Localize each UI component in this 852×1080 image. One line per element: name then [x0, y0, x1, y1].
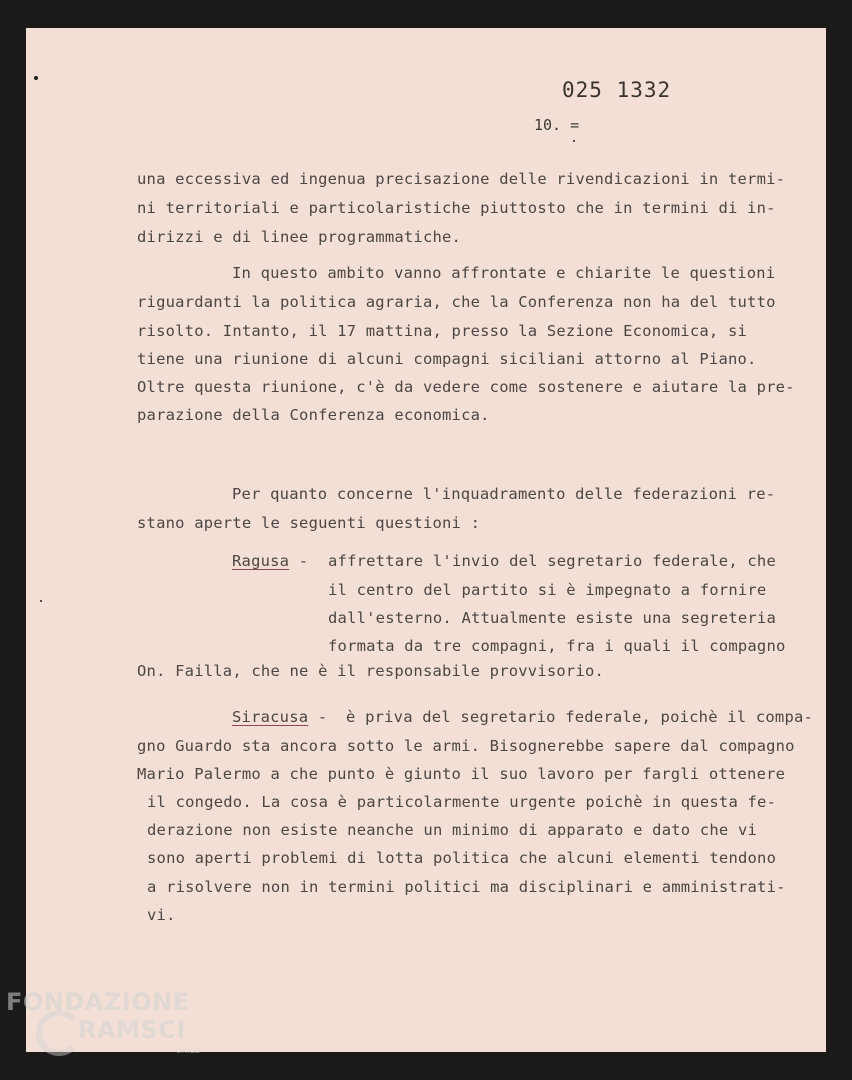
text-line: è priva del segretario federale, poichè il compa- — [346, 708, 814, 726]
siracusa-heading — [232, 708, 327, 726]
document-page — [26, 28, 826, 1052]
text-line: parazione della Conferenza economica. — [137, 406, 490, 424]
text-line: dall'esterno. Attualmente esiste una segreteria — [328, 609, 776, 627]
siracusa-dash: - — [308, 708, 328, 726]
speck — [573, 140, 575, 142]
text-line: gno Guardo sta ancora sotto le armi. Bisognerebbe sapere dal compagno — [137, 737, 795, 755]
text-line: stano aperte le seguenti questioni : — [137, 514, 481, 532]
ragusa-dash: - — [289, 552, 309, 570]
text-line: On. Failla, che ne è il responsabile provvisorio. — [137, 662, 605, 680]
text-line: formata da tre compagni, fra i quali il compagno — [328, 637, 786, 655]
logo-text-line2: RAMSCI — [78, 1016, 186, 1044]
fondazione-gramsci-logo — [0, 984, 240, 1080]
ragusa-label: Ragusa — [232, 552, 290, 570]
siracusa-label: Siracusa — [232, 708, 309, 726]
text-line: tiene una riunione di alcuni compagni siciliani attorno al Piano. — [137, 350, 757, 368]
text-line: Oltre questa riunione, c'è da vedere come sostenere e aiutare la pre- — [137, 378, 795, 396]
text-line: il congedo. La cosa è particolarmente urgente poichè in questa fe- — [147, 793, 777, 811]
page-number: 10. = — [534, 116, 580, 134]
text-line: Mario Palermo a che punto è giunto il suo lavoro per fargli ottenere — [137, 765, 786, 783]
speck — [34, 76, 38, 80]
text-line: a risolvere non in termini politici ma disciplinari e amministrati- — [147, 878, 786, 896]
text-line: Per quanto concerne l'inquadramento delle federazioni re- — [232, 485, 776, 503]
speck — [40, 600, 42, 602]
logo-text-line1: FONDAZIONE — [6, 988, 190, 1016]
ragusa-heading — [232, 552, 308, 570]
text-line: In questo ambito vanno affrontate e chiarite le questioni — [232, 264, 776, 282]
text-line: il centro del partito si è impegnato a fornire — [328, 581, 767, 599]
archive-code: 025 1332 — [562, 78, 672, 102]
logo-suffix: onlus — [176, 1046, 201, 1056]
text-line: affrettare l'invio del segretario federale, che — [328, 552, 776, 570]
text-line: sono aperti problemi di lotta politica che alcuni elementi tendono — [147, 849, 777, 867]
text-line: riguardanti la politica agraria, che la Conferenza non ha del tutto — [137, 293, 776, 311]
text-line: vi. — [147, 906, 176, 924]
text-line: una eccessiva ed ingenua precisazione delle rivendicazioni in termi- — [137, 170, 786, 188]
text-line: derazione non esiste neanche un minimo di apparato e dato che vi — [147, 821, 758, 839]
text-line: risolto. Intanto, il 17 mattina, presso la Sezione Economica, si — [137, 322, 748, 340]
text-line: dirizzi e di linee programmatiche. — [137, 228, 462, 246]
text-line: ni territoriali e particolaristiche piuttosto che in termini di in- — [137, 199, 776, 217]
logo-g-icon — [36, 1010, 82, 1056]
